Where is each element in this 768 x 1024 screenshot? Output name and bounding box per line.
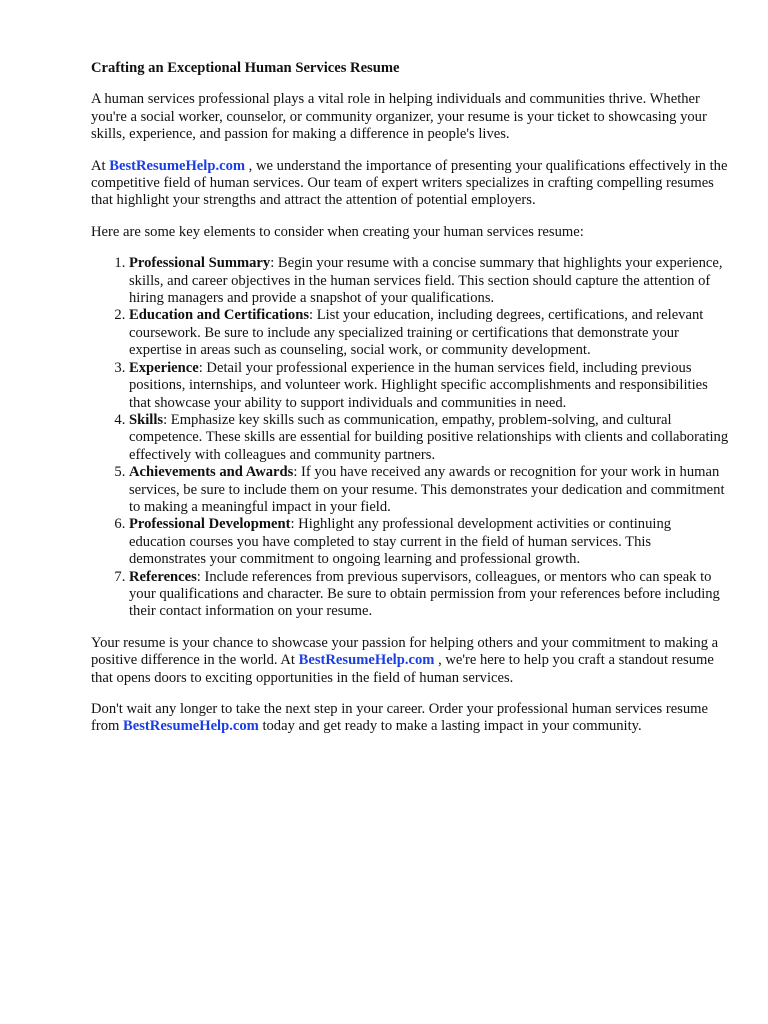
cta-prefix: Don't wait any longer to take the next step in your career. Order your professional human services resume from xyxy=(91,701,708,735)
closing-paragraph-suffix: , we're here to help you craft a standout resume that opens doors to exciting opportunities in the field of human services. xyxy=(91,652,714,686)
document-title: Crafting an Exceptional Human Services Resume xyxy=(91,60,400,76)
list-item-term: Education and Certifications xyxy=(129,307,309,324)
call-to-action-paragraph xyxy=(91,701,731,736)
closing-paragraph xyxy=(91,635,731,687)
company-paragraph-prefix: At xyxy=(91,157,110,174)
bestresumehelp-link[interactable]: BestResumeHelp.com xyxy=(109,157,246,174)
document-page xyxy=(91,60,731,750)
list-item-text: : Highlight any professional development activities or continuing education courses you have completed to stay current in the field of human services. This demonstrates your commitment to ongoing learning and professional growth. xyxy=(129,516,672,568)
list-intro: Here are some key elements to consider when creating your human services resume: xyxy=(91,223,584,240)
list-item-text: : Begin your resume with a concise summary that highlights your experience, skills, and career objectives in the human services field. This section should capture the attention of hiring managers and provide a snapshot of your qualifications. xyxy=(129,255,723,307)
list-item-term: Achievements and Awards xyxy=(129,464,294,481)
list-item-text: : If you have received any awards or recognition for your work in human services, be sure to include them on your resume. This demonstrates your dedication and commitment to making a meaningful impact in your field. xyxy=(129,464,725,515)
list-item-term: Professional Development xyxy=(129,516,291,533)
bestresumehelp-link[interactable]: BestResumeHelp.com xyxy=(298,652,435,669)
intro-paragraph: A human services professional plays a vital role in helping individuals and communities thrive. Whether you're a social worker, counselor, or community organizer, your resume is your ticket to showcasing your skills, experience, and passion for making a difference in people's lives. xyxy=(91,91,707,143)
list-item-term: Experience xyxy=(129,359,199,376)
cta-suffix: today and get ready to make a lasting impact in your community. xyxy=(258,718,642,735)
closing-paragraph-prefix: Your resume is your chance to showcase your passion for helping others and your commitment to making a positive difference in the world. At xyxy=(91,634,719,669)
bestresumehelp-link[interactable]: BestResumeHelp.com xyxy=(123,718,259,735)
list-item xyxy=(129,569,731,621)
list-item-text: : Include references from previous supervisors, colleagues, or mentors who can speak to your qualifications and character. Be sure to obtain permission from your references before including their contact information on your resume. xyxy=(129,568,720,620)
list-item-term: Skills xyxy=(129,411,164,428)
company-paragraph xyxy=(91,158,731,210)
company-paragraph-suffix: , we understand the importance of presenting your qualifications effectively in the competitive field of human services. Our team of expert writers specializes in crafting compelling resumes that highlight your strengths and attract the attention of potential employers. xyxy=(91,157,728,209)
list-item xyxy=(129,255,731,307)
list-item-text: : Emphasize key skills such as communication, empathy, problem-solving, and cultural competence. These skills are essential for building positive relationships with clients and collaborating effectively with colleagues and community partners. xyxy=(129,411,729,463)
list-item-text: : Detail your professional experience in the human services field, including previous positions, internships, and volunteer work. Highlight specific accomplishments and responsibilities that showcase your ability to support individuals and communities in need. xyxy=(129,359,708,411)
list-item xyxy=(129,307,731,359)
list-item xyxy=(129,464,731,516)
list-item xyxy=(129,412,731,464)
list-item xyxy=(129,360,731,412)
key-elements-list xyxy=(91,255,731,621)
list-item-text: : List your education, including degrees, certifications, and relevant coursework. Be sure to include any specialized training or certifications that demonstrate your expertise in areas such as counseling, social work, or community development. xyxy=(129,307,704,359)
list-item-term: References xyxy=(129,568,197,585)
list-item-term: Professional Summary xyxy=(129,255,271,272)
list-item xyxy=(129,516,731,568)
